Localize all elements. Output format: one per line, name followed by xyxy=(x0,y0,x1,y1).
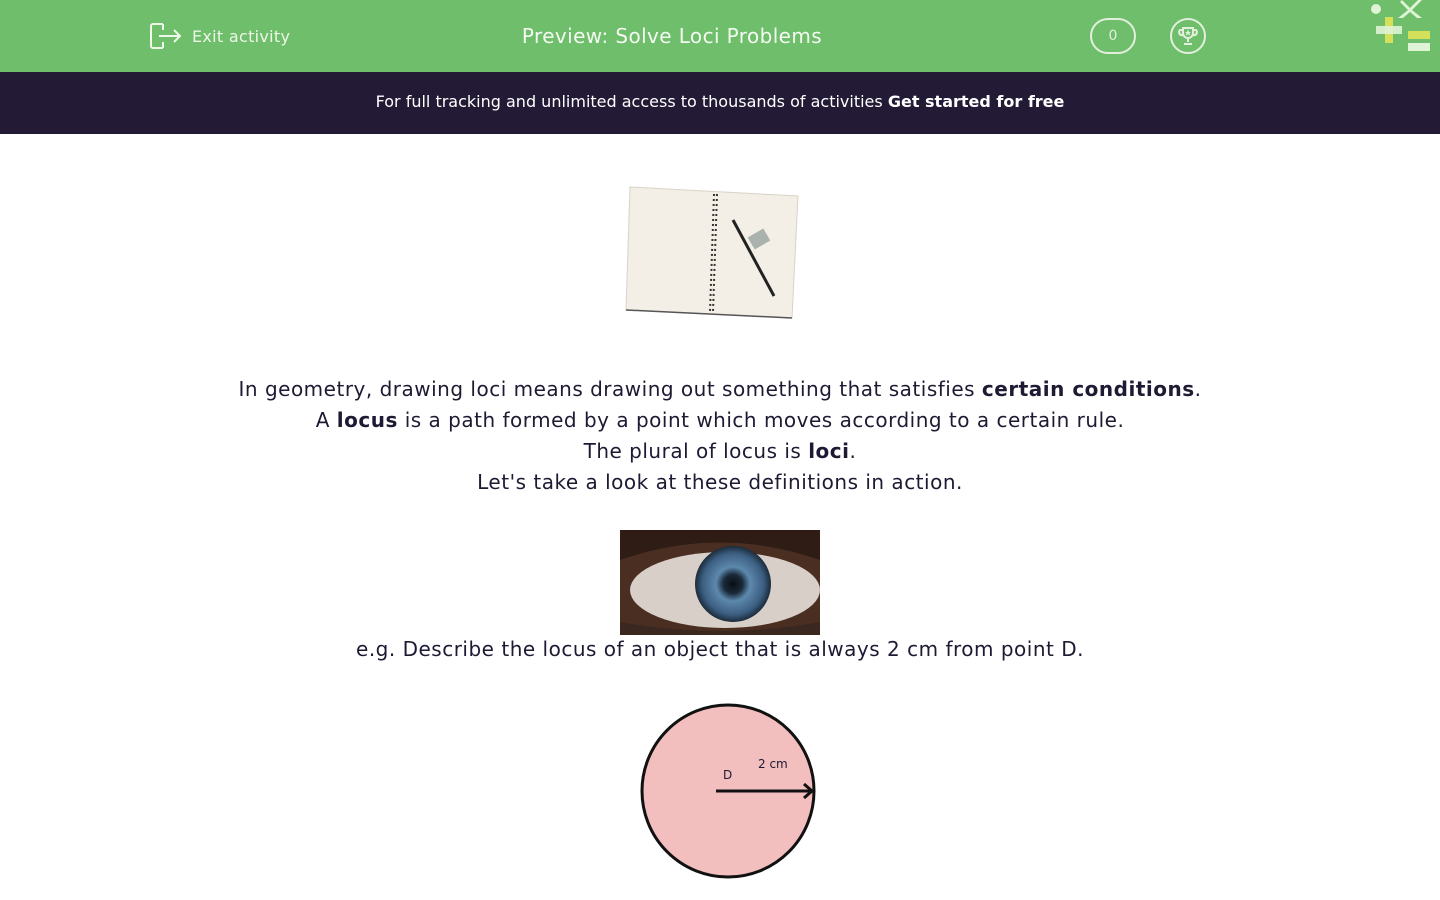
example-question: e.g. Describe the locus of an object that is always 2 cm from point D. xyxy=(356,637,1084,661)
radius-label: 2 cm xyxy=(758,757,788,771)
point-label: D xyxy=(723,768,733,782)
trophy-button[interactable] xyxy=(1170,18,1206,54)
text: A xyxy=(315,408,337,432)
intro-line-4: Let's take a look at these definitions in action. xyxy=(477,470,963,494)
bold-term: certain conditions xyxy=(981,377,1195,401)
banner-text: For full tracking and unlimited access to thousands of activities xyxy=(375,92,888,111)
get-started-link[interactable]: Get started for free xyxy=(887,92,1065,111)
intro-line-3 xyxy=(0,436,1440,467)
intro-line-2 xyxy=(0,405,1440,436)
exit-label: Exit activity xyxy=(192,26,291,46)
text: is a path formed by a point which moves according to a certain rule. xyxy=(397,408,1125,432)
notebook-image xyxy=(620,182,805,324)
circle-diagram xyxy=(620,696,820,886)
locus-diagram xyxy=(620,696,820,886)
page-title: Preview: Solve Loci Problems xyxy=(521,24,823,48)
text: . xyxy=(849,439,857,463)
text: The plural of locus is xyxy=(583,439,809,463)
eye-image xyxy=(620,530,820,635)
signup-banner xyxy=(0,72,1440,134)
bold-term: loci xyxy=(808,439,850,463)
brand-logo xyxy=(1366,0,1440,56)
trophy-icon xyxy=(1177,25,1199,47)
bold-term: locus xyxy=(336,408,398,432)
text: In geometry, drawing loci means drawing out something that satisfies xyxy=(238,377,982,401)
intro-line-1 xyxy=(0,374,1440,405)
text: . xyxy=(1194,377,1202,401)
top-bar xyxy=(0,0,1440,72)
score-badge: 0 xyxy=(1090,18,1136,54)
